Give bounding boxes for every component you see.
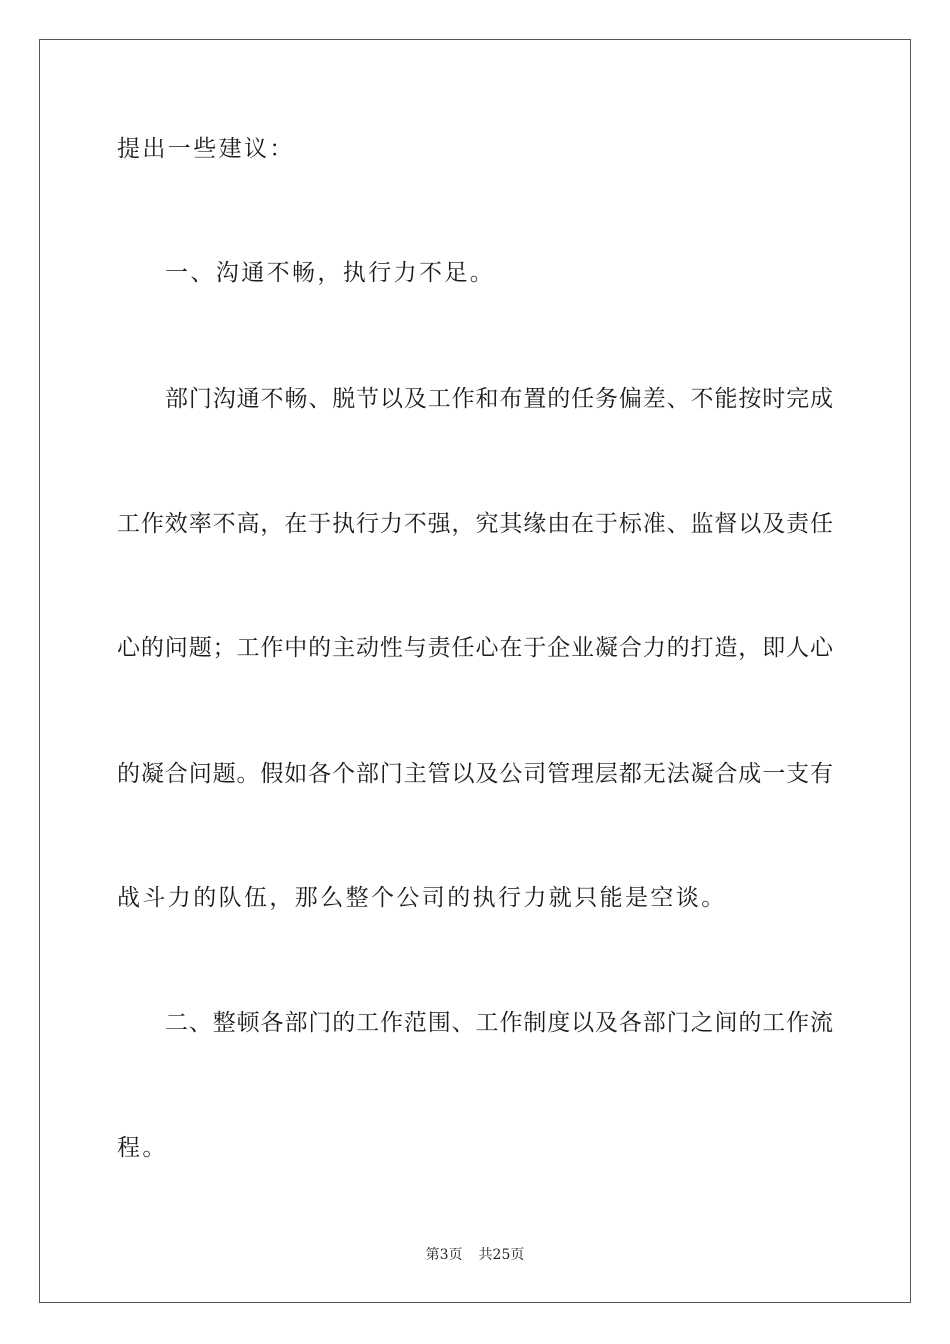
paragraph-line-1: 部门沟通不畅、脱节以及工作和布置的任务偏差、不能按时完成 [165,386,833,412]
paragraph-line-2: 工作效率不高，在于执行力不强，究其缘由在于标准、监督以及责任 [117,511,833,537]
text-line-1: 提出一些建议： [117,136,295,162]
paragraph-line-5: 战斗力的队伍，那么整个公司的执行力就只能是空谈。 [117,885,727,911]
page-total: 共25页 [478,1247,525,1263]
section-heading-2: 二、整顿各部门的工作范围、工作制度以及各部门之间的工作流 [165,1010,833,1036]
page-footer [0,1246,950,1264]
section-heading-1: 一、沟通不畅，执行力不足。 [165,260,496,286]
paragraph-line-4: 的凝合问题。假如各个部门主管以及公司管理层都无法凝合成一支有 [117,761,833,787]
page-border [39,39,911,1303]
paragraph-line-3: 心的问题；工作中的主动性与责任心在于企业凝合力的打造，即人心 [117,635,833,661]
page-number: 第3页 [425,1247,463,1263]
section-heading-2-cont: 程。 [117,1135,168,1161]
